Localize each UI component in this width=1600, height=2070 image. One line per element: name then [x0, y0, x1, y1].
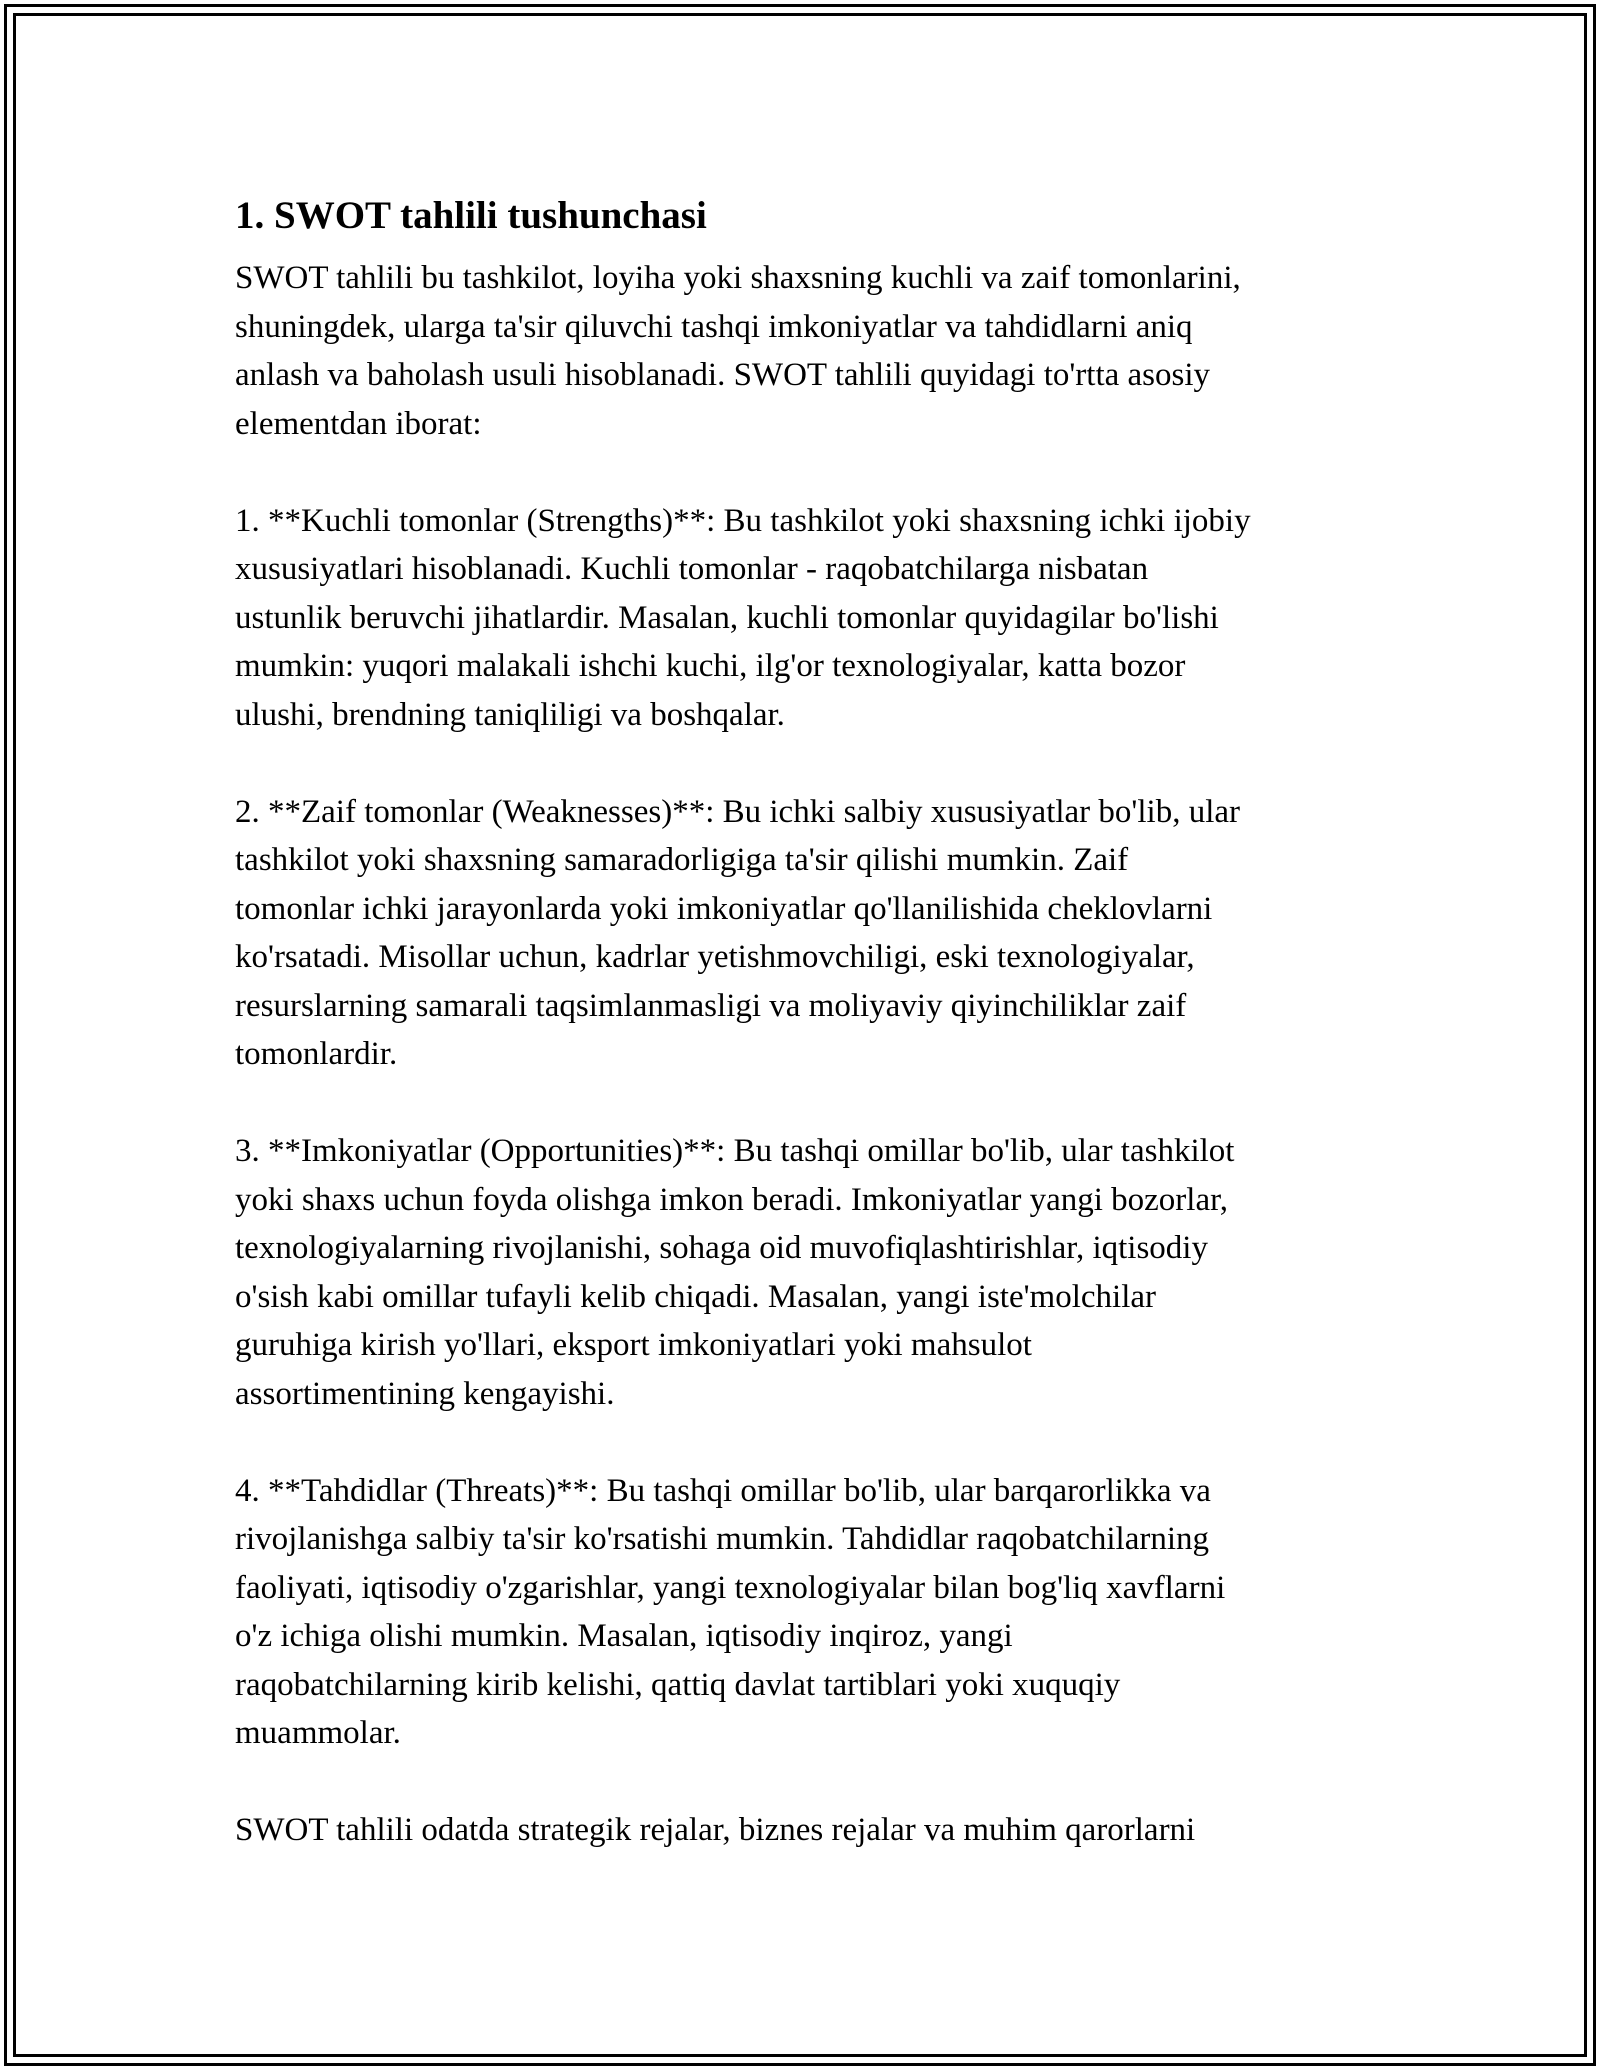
intro-paragraph: SWOT tahlili bu tashkilot, loyiha yoki shaxsning kuchli va zaif tomonlarini, shuningdek, ularga ta'sir qiluvchi tashqi imkoniyatlar va tahdidlarni aniq anlash va baholash usuli hisoblanadi. SWOT tahlili quyidagi to'rtta asosiy elementdan iborat: — [235, 260, 1241, 442]
threats-paragraph: 4. **Tahdidlar (Threats)**: Bu tashqi omillar bo'lib, ular barqarorlikka va rivojlanishga salbiy ta'sir ko'rsatishi mumkin. Tahdidlar raqobatchilarning faoliyati, iqtisodiy o'zgarishlar, yangi texnologiyalar bilan bog'liq xavflarni o'z ichiga olishi mumkin. Masalan, iqtisodiy inqiroz, yangi raqobatchilarning kirib kelishi, qattiq davlat tartiblari yoki xuquqiy muammolar. — [235, 1472, 1226, 1751]
document-body — [235, 188, 1385, 1903]
strengths-paragraph: 1. **Kuchli tomonlar (Strengths)**: Bu tashkilot yoki shaxsning ichki ijobiy xususiyatlari hisoblanadi. Kuchli tomonlar - raqobatchilarga nisbatan ustunlik beruvchi jihatlardir. Masalan, kuchli tomonlar quyidagilar bo'lishi mumkin: yuqori malakali ishchi kuchi, ilg'or texnologiyalar, katta bozor ulushi, brendning taniqliligi va boshqalar. — [235, 502, 1251, 733]
weaknesses-paragraph: 2. **Zaif tomonlar (Weaknesses)**: Bu ichki salbiy xususiyatlar bo'lib, ular tashkilot yoki shaxsning samaradorligiga ta'sir qilishi mumkin. Zaif tomonlar ichki jarayonlarda yoki imkoniyatlar qo'llanilishida cheklovlarni ko'rsatadi. Misollar uchun, kadrlar yetishmovchiligi, eski texnologiyalar, resurslarning samarali taqsimlanmasligi va moliyaviy qiyinchiliklar zaif tomonlardir. — [235, 793, 1241, 1072]
opportunities-paragraph: 3. **Imkoniyatlar (Opportunities)**: Bu tashqi omillar bo'lib, ular tashkilot yoki shaxs uchun foyda olishga imkon beradi. Imkoniyatlar yangi bozorlar, texnologiyalarning rivojlanishi, sohaga oid muvofiqlashtirishlar, iqtisodiy o'sish kabi omillar tufayli kelib chiqadi. Masalan, yangi iste'molchilar guruhiga kirish yo'llari, eksport imkoniyatlari yoki mahsulot assortimentining kengayishi. — [235, 1133, 1235, 1412]
closing-paragraph: SWOT tahlili odatda strategik rejalar, biznes rejalar va muhim qarorlarni — [235, 1812, 1196, 1848]
section-heading: 1. SWOT tahlili tushunchasi — [235, 194, 707, 237]
